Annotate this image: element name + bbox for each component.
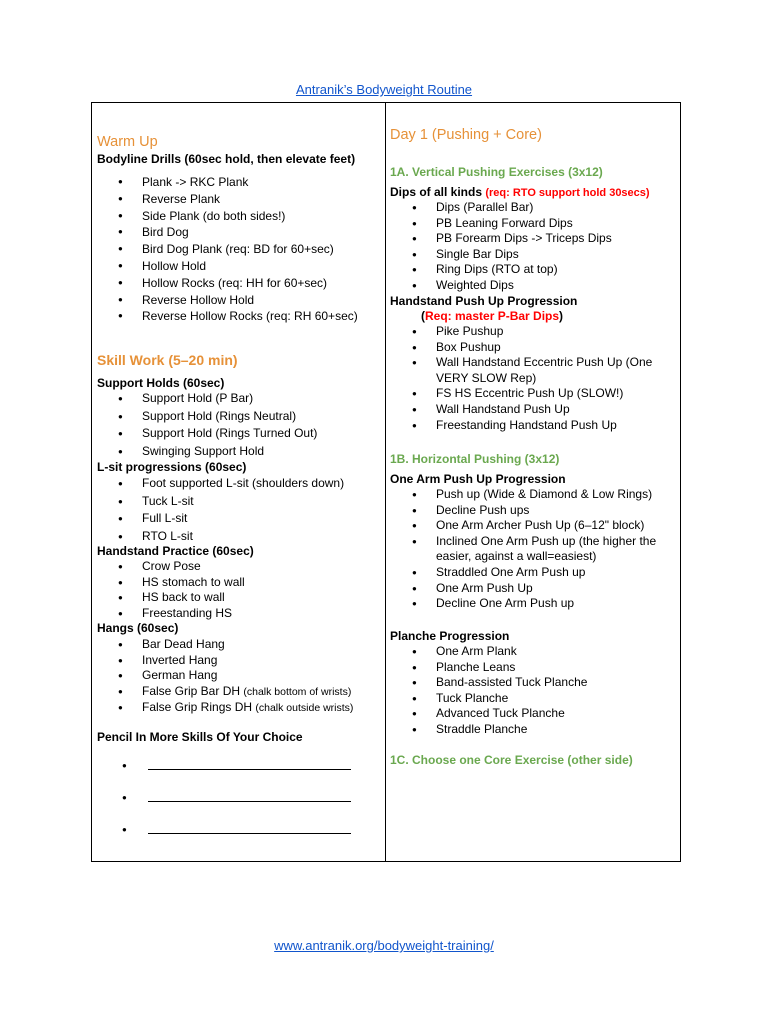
vertical-pushing-heading: 1A. Vertical Pushing Exercises (3x12)	[390, 165, 603, 179]
list-item: ● One Arm Push Up	[390, 581, 656, 597]
support-holds-list	[97, 391, 317, 459]
list-item-continuation: VERY SLOW Rep)	[436, 370, 537, 385]
grip-note: (chalk bottom of wrists)	[243, 685, 352, 698]
list-item: ● Box Pushup	[390, 340, 652, 356]
list-item: ● RTO L-sit	[97, 529, 344, 545]
list-item: ● One Arm Archer Push Up (6–12" block)	[390, 518, 656, 534]
list-item: ● Planche Leans	[390, 660, 587, 676]
blank-line	[148, 801, 351, 802]
list-item: ● Straddled One Arm Push up	[390, 565, 656, 581]
lsit-heading: L-sit progressions (60sec)	[97, 460, 247, 474]
document-title-link[interactable]: Antranik’s Bodyweight Routine	[295, 82, 473, 97]
list-item: ● Plank -> RKC Plank	[97, 174, 358, 191]
list-item-continuation: easier, against a wall=easiest)	[436, 549, 597, 564]
list-item: ● Wall Handstand Push Up	[390, 402, 652, 418]
list-item: ● Support Hold (Rings Turned Out)	[97, 426, 317, 442]
hspu-heading: Handstand Push Up Progression	[390, 294, 578, 308]
warmup-heading: Warm Up	[97, 134, 158, 150]
blank-line	[148, 769, 351, 770]
list-item: ● Support Hold (Rings Neutral)	[97, 409, 317, 425]
column-divider	[385, 103, 386, 861]
list-item: ● Single Bar Dips	[390, 247, 612, 263]
list-item: ● PB Forearm Dips -> Triceps Dips	[390, 231, 612, 247]
list-item: ● FS HS Eccentric Push Up (SLOW!)	[390, 386, 652, 402]
hangs-heading: Hangs (60sec)	[97, 621, 179, 635]
list-item: ● Hollow Rocks (req: HH for 60+sec)	[97, 275, 358, 292]
list-item: ● Full L-sit	[97, 511, 344, 527]
grip-label: False Grip Bar DH	[142, 683, 241, 698]
warmup-list	[97, 174, 358, 325]
list-item: ● PB Leaning Forward Dips	[390, 216, 612, 232]
list-item: ● Weighted Dips	[390, 278, 612, 294]
hspu-req-open: (	[421, 309, 425, 323]
hspu-req-text: Req: master P-Bar Dips	[425, 309, 560, 323]
list-item: ● Support Hold (P Bar)	[97, 391, 317, 407]
oapu-list	[390, 487, 656, 612]
list-item: ● Hollow Hold	[97, 258, 358, 275]
list-item: ● Freestanding HS	[97, 606, 245, 622]
routine-table	[91, 102, 681, 862]
list-item: ● Tuck L-sit	[97, 494, 344, 510]
oapu-heading: One Arm Push Up Progression	[390, 472, 566, 486]
lsit-list	[97, 476, 344, 544]
handstand-list	[97, 559, 245, 621]
list-item: ● Crow Pose	[97, 559, 245, 575]
bullet-icon: ●	[122, 793, 127, 802]
list-item: ● Bird Dog	[97, 224, 358, 241]
list-item: ● Push up (Wide & Diamond & Low Rings)	[390, 487, 656, 503]
list-item: ● Dips (Parallel Bar)	[390, 200, 612, 216]
list-item: ● Advanced Tuck Planche	[390, 706, 587, 722]
list-item: ● Pike Pushup	[390, 324, 652, 340]
dips-requirement: (req: RTO support hold 30secs)	[485, 187, 650, 199]
hangs-list	[97, 637, 353, 717]
bullet-icon: ●	[122, 825, 127, 834]
list-item: ● German Hang	[97, 668, 353, 684]
pencil-in-heading: Pencil In More Skills Of Your Choice	[97, 730, 303, 744]
horizontal-pushing-heading: 1B. Horizontal Pushing (3x12)	[390, 452, 560, 466]
list-item: ● Straddle Planche	[390, 722, 587, 738]
list-item: ● Bird Dog Plank (req: BD for 60+sec)	[97, 241, 358, 258]
list-item: ● Decline One Arm Push up	[390, 596, 656, 612]
list-item: ● Inclined One Arm Push up (the higher the	[390, 534, 656, 550]
list-item: ● HS stomach to wall	[97, 575, 245, 591]
bullet-icon: ●	[122, 761, 127, 770]
list-item: ● Bar Dead Hang	[97, 637, 353, 653]
handstand-practice-heading: Handstand Practice (60sec)	[97, 544, 254, 558]
list-item: ● Foot supported L-sit (shoulders down)	[97, 476, 344, 492]
list-item: ● Side Plank (do both sides!)	[97, 208, 358, 225]
blank-line	[148, 833, 351, 834]
list-item: ● Swinging Support Hold	[97, 444, 317, 460]
list-item: ● Reverse Hollow Rocks (req: RH 60+sec)	[97, 308, 358, 325]
list-item: ● One Arm Plank	[390, 644, 587, 660]
hspu-list	[390, 324, 652, 433]
list-item: ● Wall Handstand Eccentric Push Up (One	[390, 355, 652, 371]
dips-title: Dips of all kinds	[390, 185, 483, 199]
dips-heading	[390, 185, 650, 199]
grip-label: False Grip Rings DH	[142, 700, 253, 715]
footer-url-link[interactable]: www.antranik.org/bodyweight-training/	[274, 938, 494, 953]
list-item: ● HS back to wall	[97, 590, 245, 606]
core-heading: 1C. Choose one Core Exercise (other side)	[390, 753, 633, 767]
planche-heading: Planche Progression	[390, 629, 510, 643]
list-item: ● Band-assisted Tuck Planche	[390, 675, 587, 691]
skill-work-heading: Skill Work (5–20 min)	[97, 352, 238, 368]
planche-list	[390, 644, 587, 738]
hspu-req-close: )	[559, 309, 564, 323]
bodyline-drills-heading: Bodyline Drills (60sec hold, then elevate feet)	[97, 152, 356, 166]
list-item: ● Freestanding Handstand Push Up	[390, 418, 652, 434]
list-item: ● Tuck Planche	[390, 691, 587, 707]
list-item: ● Reverse Plank	[97, 191, 358, 208]
list-item: ● Inverted Hang	[97, 653, 353, 669]
day-heading: Day 1 (Pushing + Core)	[390, 127, 542, 143]
dips-list	[390, 200, 612, 294]
support-holds-heading: Support Holds (60sec)	[97, 376, 225, 390]
list-item: ● Decline Push ups	[390, 503, 656, 519]
list-item: ● Ring Dips (RTO at top)	[390, 262, 612, 278]
list-item	[97, 684, 353, 701]
list-item	[97, 700, 353, 717]
list-item: ● Reverse Hollow Hold	[97, 292, 358, 309]
grip-note: (chalk outside wrists)	[255, 702, 354, 715]
hspu-requirement	[421, 309, 563, 323]
